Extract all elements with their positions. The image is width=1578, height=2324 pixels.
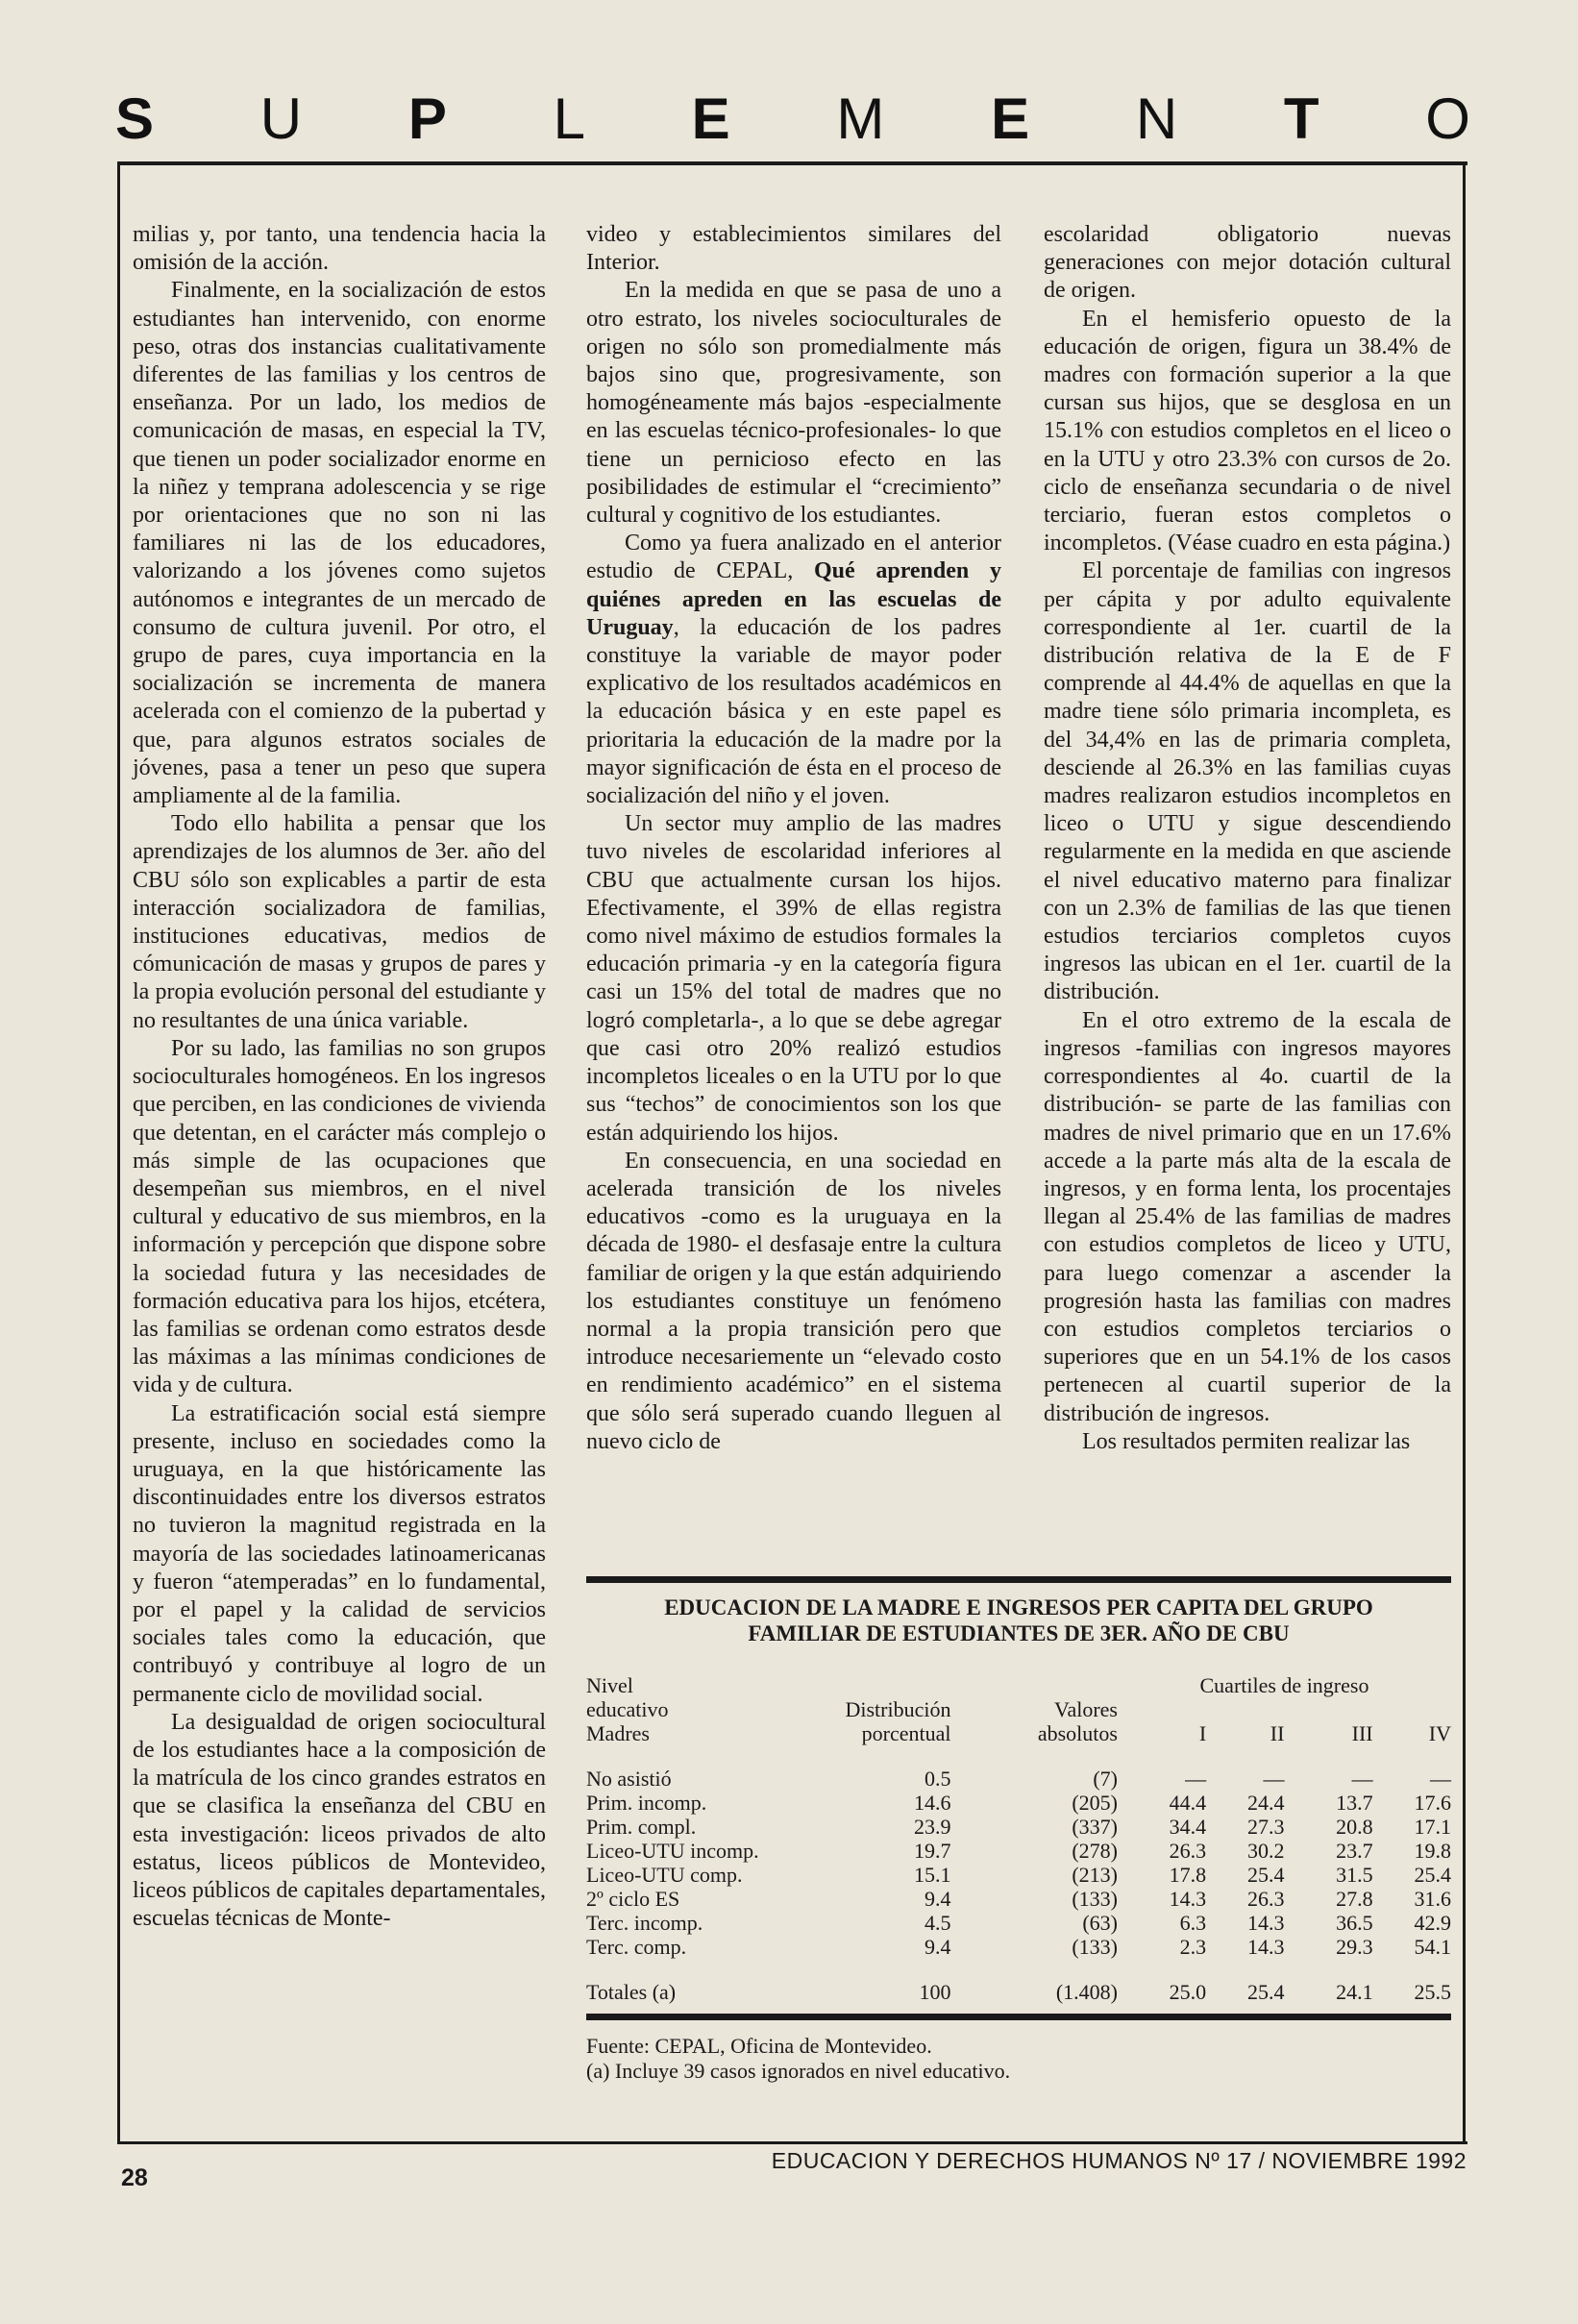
table-cell: 17.6 (1414, 1791, 1451, 1815)
paragraph: En la medida en que se pasa de uno a otro estrato, los niveles socioculturales de origen no sólo son promedialmente más bajos sino que, progresivamente, son homogéneamente más bajos -especialmente en las escuelas técnico-profesionales- lo que tiene un pernicioso efecto en las posibilidades de estimular el “crecimiento” cultural y cognitivo de los estudiantes. (586, 278, 1001, 529)
table-cell: 25.5 (1414, 1980, 1451, 2004)
header-cell: Madres (586, 1721, 650, 1745)
table-cell: Prim. compl. (586, 1815, 697, 1839)
table-header-row (586, 1673, 1451, 1697)
table-cell: 17.1 (1414, 1815, 1451, 1839)
table-cell: 54.1 (1414, 1935, 1451, 1959)
table-row (586, 1815, 1451, 1839)
paragraph: milias y, por tanto, una tendencia hacia la omisión de la acción. (133, 222, 546, 276)
table-cell: 13.7 (1336, 1791, 1373, 1815)
table-cell: 23.7 (1336, 1839, 1373, 1863)
table-cell: 42.9 (1414, 1911, 1451, 1935)
table-row (586, 1887, 1451, 1911)
table-bottom-rule (586, 2014, 1451, 2020)
paragraph: video y establecimientos similares del Interior. (586, 222, 1001, 276)
table-cell: 31.5 (1336, 1863, 1373, 1887)
table-cell: 26.3 (1246, 1887, 1285, 1911)
table-cell: 25.4 (1246, 1980, 1285, 2004)
table-cell: 9.4 (925, 1887, 951, 1911)
table-cell: (133) (1072, 1887, 1118, 1911)
table-cell: 24.1 (1336, 1980, 1373, 2004)
table-cell: 19.7 (914, 1839, 951, 1863)
paragraph: Finalmente, en la socialización de estos estudiantes han intervenido, con enorme peso, otras dos instancias cualitativamente diferentes de las familias y los centros de enseñanza. Por un lado, los medios de comunicación de masas, en especial la TV, que tienen un poder socializador enorme en la niñez y temprana adolescencia y se rige por orientaciones que no son ni las familiares ni las de los educadores, valorizando a los jóvenes como sujetos autónomos e integrantes de un mercado de consumo de cultura juvenil. Por otro, el grupo de pares, cuya importancia en la socialización se incrementa de manera acelerada con el comienzo de la pubertad y que, para algunos estratos sociales de jóvenes, pasa a tener un peso que supera ampliamente al de la familia. (133, 278, 546, 809)
header-cell: educativo (586, 1697, 669, 1721)
table-cell: — (1263, 1767, 1285, 1791)
table-title-line: FAMILIAR DE ESTUDIANTES DE 3ER. AÑO DE CBU (748, 1621, 1290, 1645)
paragraph: La estratificación social está siempre presente, incluso en sociedades como la uruguaya, en la que históricamente las discontinuidades entre los diversos estratos no tuvieron la magnitud registrada en la mayoría de las sociedades latinoamericanas y fueron “atemperadas” en lo fundamental, por el papel y la calidad de servicios sociales tales como la educación, que contribuyó y contribuye al logro de un permanente ciclo de movilidad social. (133, 1400, 546, 1707)
table-cell: (133) (1072, 1935, 1118, 1959)
table-header-row (586, 1697, 1451, 1721)
header-cell: porcentual (861, 1721, 951, 1745)
table-cell: 15.1 (914, 1863, 951, 1887)
table-row (586, 1911, 1451, 1935)
paragraph: Todo ello habilita a pensar que los aprendizajes de los alumnos de 3er. año del CBU sólo son explicables a partir de esta interacción socializadora de familias, instituciones educativas, medios de cómunicación de masas y grupos de pares y la propia evolución personal del estudiante y no resultantes de una única variable. (133, 811, 546, 1033)
header-cell: IV (1428, 1721, 1451, 1745)
table-cell: Terc. incomp. (586, 1911, 703, 1935)
table-cell: 2.3 (1179, 1935, 1207, 1959)
publication-info: EDUCACION Y DERECHOS HUMANOS Nº 17 / NOVIEMBRE 1992 (771, 2148, 1467, 2173)
paragraph: Por su lado, las familias no son grupos socioculturales homogéneos. En los ingresos que perciben, en las condiciones de vivienda que detentan, en el carácter más complejo o más simple de las ocupaciones que desempeñan sus miembros, en el nivel cultural y educativo de sus miembros, en la información y percepción que dispone sobre la sociedad futura y las necesidades de formación educativa para los hijos, etcétera, las familias se ordenan como estratos desde las máximas a las mínimas condiciones de vida y de cultura. (133, 1035, 546, 1398)
table-cell: (7) (1093, 1767, 1118, 1791)
paragraph: En el otro extremo de la escala de ingresos -familias con ingresos mayores correspondientes al 4o. cuartil de la distribución- se parte de las familias con madres de nivel primario que en un 17.6% accede a la parte más alta de la escala de ingresos, y en forma lenta, los procentajes llegan al 25.4% de las familias de madres con estudios completos de liceo y UTU, para luego comenzar a ascender la progresión hasta las familias con madres con estudios completos terciarios o superiores que en un 54.1% de los casos pertenecen al cuartil superior de la distribución de ingresos. (1044, 1007, 1451, 1426)
table-notes (586, 2034, 1451, 2084)
table-cell: 25.4 (1246, 1863, 1285, 1887)
text-column-3 (1044, 221, 1451, 1456)
table-cell: 17.8 (1169, 1863, 1207, 1887)
table-cell: (337) (1072, 1815, 1118, 1839)
table-row (586, 1791, 1451, 1815)
data-table-block (586, 1576, 1451, 2084)
table-cell: 14.3 (1169, 1887, 1207, 1911)
table-row (586, 1839, 1451, 1863)
table-cell: No asistió (586, 1767, 672, 1791)
paragraph (586, 530, 1001, 810)
header-letter: T (1283, 86, 1319, 151)
table-cell: 14.3 (1246, 1935, 1285, 1959)
paragraph-text: Como ya fuera analizado en el anterior estudio de CEPAL, (586, 531, 1001, 584)
table-cell: (213) (1072, 1863, 1118, 1887)
header-letter: L (553, 86, 585, 151)
table-cell: (63) (1082, 1911, 1118, 1935)
table-cell: 36.5 (1336, 1911, 1373, 1935)
table-cell: Terc. comp. (586, 1935, 687, 1959)
table-cell: — (1185, 1767, 1207, 1791)
table-cell: 14.6 (914, 1791, 951, 1815)
table-cell: 19.8 (1414, 1839, 1451, 1863)
table-cell: 31.6 (1414, 1887, 1451, 1911)
header-letter: E (991, 86, 1030, 151)
page-number: 28 (121, 2164, 148, 2191)
header-letter: O (1425, 86, 1470, 151)
table-cell: 26.3 (1169, 1839, 1207, 1863)
paragraph: escolaridad obligatorio nuevas generaciones con mejor dotación cultural de origen. (1044, 222, 1451, 304)
table-cell: 100 (919, 1980, 951, 2004)
table-cell: 29.3 (1336, 1935, 1373, 1959)
header-letter: U (259, 86, 303, 151)
table-total-row (586, 1980, 1451, 2004)
table-cell: 27.8 (1336, 1887, 1373, 1911)
paragraph: El porcentaje de familias con ingresos per cápita y por adulto equivalente correspondiente al 1er. cuartil de la distribución relativa de la E de F comprende al 44.4% de aquellas en que la madre tiene sólo primaria incompleta, es del 34,4% en las de primaria completa, desciende al 26.3% en las familias cuyas madres realizaron estudios incompletos en liceo o UTU y sigue descendiendo regularmente en la medida en que asciende el nivel educativo materno para finalizar con un 2.3% de familias de las que tienen estudios terciarios completos cuyos ingresos las ubican en el 1er. cuartil de la distribución. (1044, 558, 1451, 1005)
paragraph: En el hemisferio opuesto de la educación de origen, figura un 38.4% de madres con formación superior a la que cursan sus hijos, que se desglosa en un 15.1% con estudios completos en el liceo o en la UTU y otro 23.3% con cursos de 2o. ciclo de enseñanza secundaria o de nivel terciario, fueran estos completos o incompletos. (Véase cuadro en esta página.) (1044, 306, 1451, 556)
table-top-rule (586, 1576, 1451, 1583)
header-letter: E (691, 86, 730, 151)
header-letter: N (1135, 86, 1178, 151)
header-cell: Distribución (845, 1697, 951, 1721)
table-source: Fuente: CEPAL, Oficina de Montevideo. (586, 2034, 932, 2058)
header-cell: I (1198, 1721, 1207, 1745)
table-cell: Prim. incomp. (586, 1791, 707, 1815)
table-cell: 2º ciclo ES (586, 1887, 680, 1911)
table-row (586, 1863, 1451, 1887)
header-letter: S (115, 86, 155, 151)
table-cell: 25.4 (1414, 1863, 1451, 1887)
table-title-line: EDUCACION DE LA MADRE E INGRESOS PER CAPITA DEL GRUPO (664, 1595, 1373, 1619)
table-cell: 0.5 (925, 1767, 951, 1791)
table-cell: 4.5 (925, 1911, 951, 1935)
table-cell: 6.3 (1179, 1911, 1207, 1935)
table-title (586, 1595, 1451, 1646)
table-cell: — (1351, 1767, 1373, 1791)
header-cell: absolutos (1037, 1721, 1118, 1745)
supplement-header (115, 85, 1470, 152)
table-cell: 24.4 (1246, 1791, 1285, 1815)
table-cell: 30.2 (1246, 1839, 1285, 1863)
table-header-row (586, 1721, 1451, 1745)
table-cell: (205) (1072, 1791, 1118, 1815)
header-letter: P (407, 86, 447, 151)
paragraph: Un sector muy amplio de las madres tuvo niveles de escolaridad inferiores al CBU que actualmente cursan los hijos. Efectivamente, el 39% de ellas registra como nivel máximo de estudios formales la educación primaria -y en la categoría figura casi un 15% del total de madres que no logró completarla-, a lo que se debe agregar que casi otro 20% realizó estudios incompletos liceales o en la UTU por lo que sus “techos” de conocimientos son los que están adquiriendo los hijos. (586, 811, 1001, 1146)
table-cell: (1.408) (1055, 1980, 1118, 2004)
table-cell: 20.8 (1336, 1815, 1373, 1839)
paragraph: En consecuencia, en una sociedad en acelerada transición de los niveles educativos -como es la uruguaya en la década de 1980- el desfasaje entre la cultura familiar de origen y la que están adquiriendo los estudiantes constituye un fenómeno normal a la propia transición pero que introduce necesariemente un “elevado costo en rendimiento académico” en el sistema que sólo será superado cuando lleguen al nuevo ciclo de (586, 1148, 1001, 1454)
table-cell: Totales (a) (586, 1980, 677, 2004)
table-row (586, 1935, 1451, 1959)
table-cell: 23.9 (914, 1815, 951, 1839)
table-cell: Liceo-UTU incomp. (586, 1839, 759, 1863)
table-row (586, 1767, 1451, 1791)
table-cell: Liceo-UTU comp. (586, 1863, 743, 1887)
table-cell: 14.3 (1246, 1911, 1285, 1935)
paragraph: Los resultados permiten realizar las (1082, 1428, 1411, 1454)
paragraph: La desigualdad de origen sociocultural de los estudiantes hace a la composición de la matrícula de los cinco grandes estratos en que se clasifica la enseñanza del CBU en esta investigación: liceos privados de alto estatus, liceos públicos de Montevideo, liceos públicos de capitales departamentales, escuelas técnicas de Monte- (133, 1709, 546, 1932)
table-cell: 34.4 (1169, 1815, 1207, 1839)
header-cell: II (1270, 1721, 1285, 1745)
table-cell: 9.4 (925, 1935, 951, 1959)
header-letter: M (836, 86, 885, 151)
text-column-1 (133, 221, 546, 1933)
header-cell: Valores (1054, 1697, 1118, 1721)
paragraph-text: , la educación de los padres constituye la variable de mayor poder explicativo de los resultados académicos en la educación básica y en este papel es prioritaria la educación de la madre por la mayor significación de ésta en el proceso de socialización del niño y el joven. (586, 614, 1001, 809)
table-cell: (278) (1072, 1839, 1118, 1863)
footer-rule (117, 2141, 1467, 2144)
header-cell: Nivel (586, 1673, 633, 1697)
table-cell: — (1430, 1767, 1451, 1791)
cited-title: Qué aprenden y quiénes apreden en las escuelas de Uruguay (586, 558, 1001, 640)
table-cell: 44.4 (1169, 1791, 1207, 1815)
data-table (586, 1673, 1451, 2004)
header-cell: Cuartiles de ingreso (1199, 1673, 1369, 1697)
table-footnote: (a) Incluye 39 casos ignorados en nivel educativo. (586, 2059, 1011, 2083)
text-column-2 (586, 221, 1001, 1456)
table-cell: 27.3 (1246, 1815, 1285, 1839)
header-cell: III (1351, 1721, 1373, 1745)
table-cell: 25.0 (1169, 1980, 1207, 2004)
